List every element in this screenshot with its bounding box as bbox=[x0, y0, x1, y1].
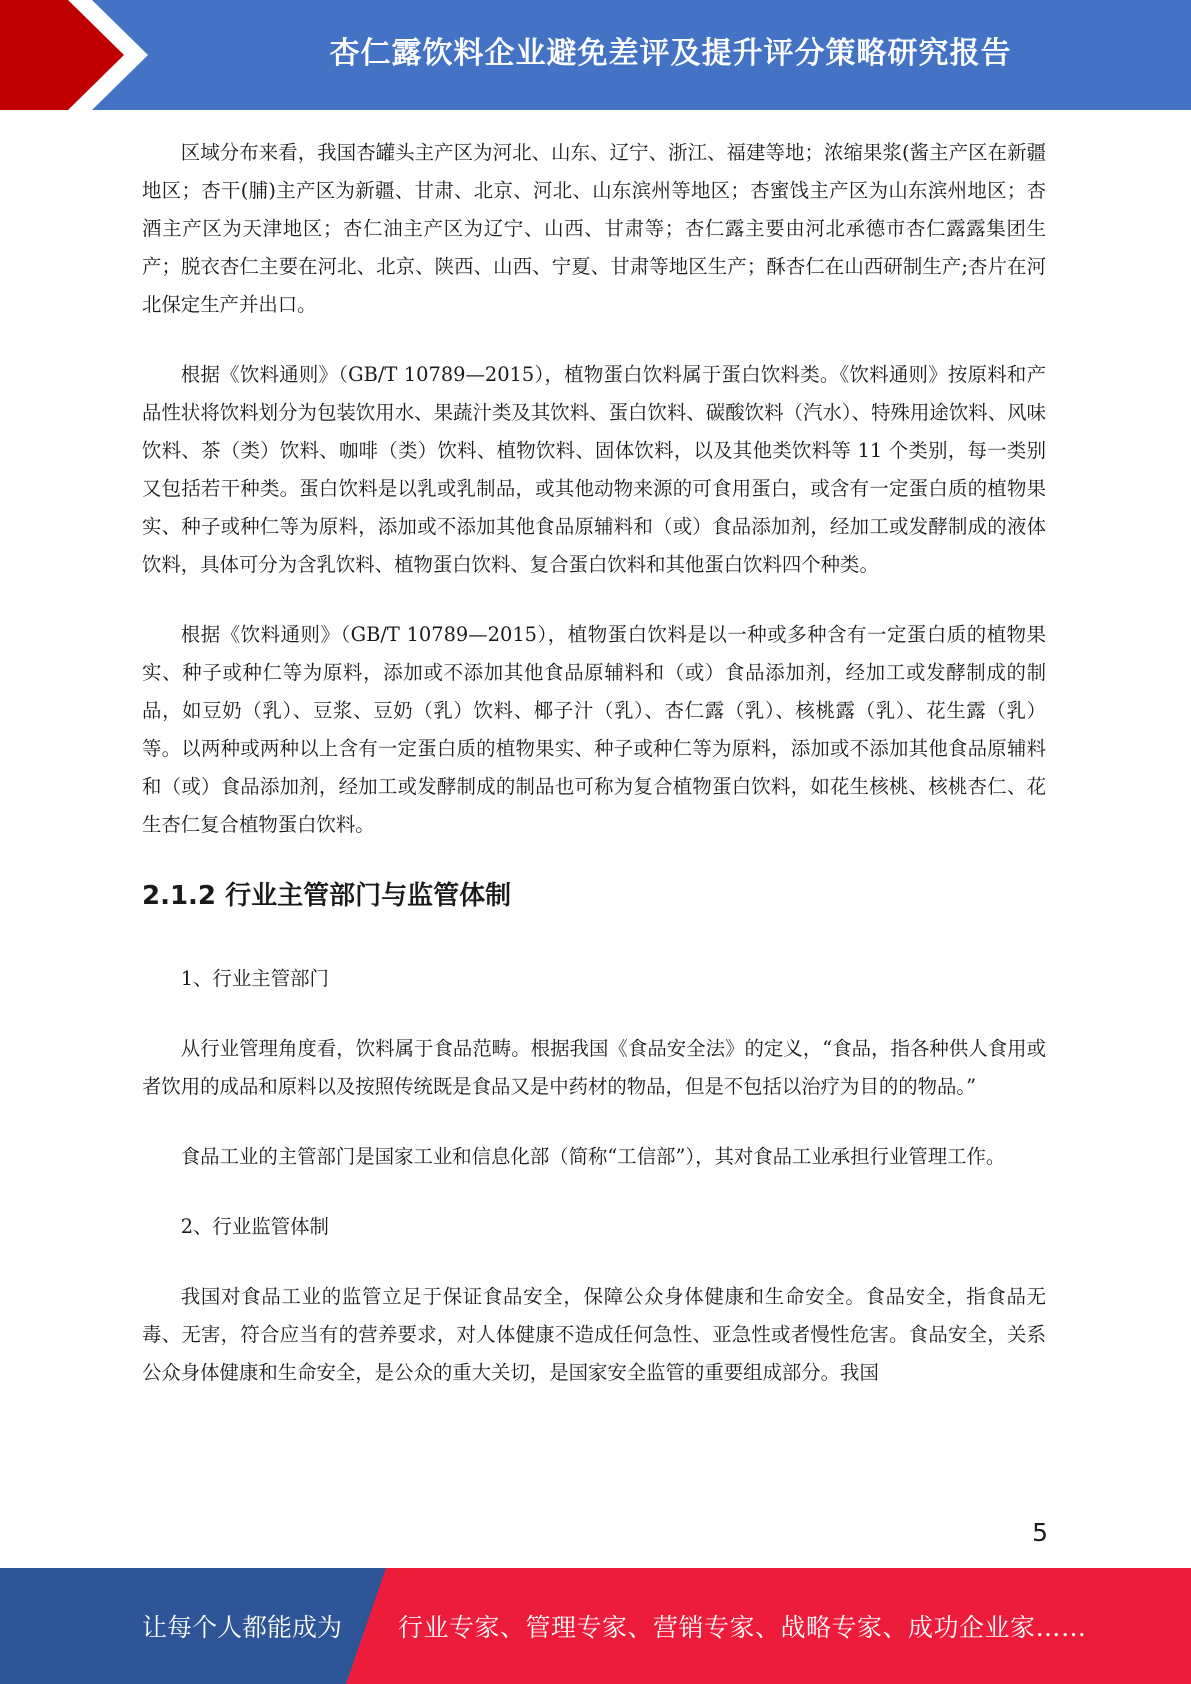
page-footer bbox=[0, 1568, 1191, 1684]
report-title: 杏仁露饮料企业避免差评及提升评分策略研究报告 bbox=[329, 36, 1012, 71]
section-heading: 2.1.2 行业主管部门与监管体制 bbox=[142, 881, 512, 911]
subheading-supervision: 2、行业监管体制 bbox=[180, 1215, 329, 1238]
header-arrow-decoration bbox=[0, 0, 160, 110]
paragraph-miit: 食品工业的主管部门是国家工业和信息化部（简称“工信部”），其对食品工业承担行业管理工作。 bbox=[180, 1145, 1006, 1168]
page-content bbox=[142, 134, 1046, 1424]
footer-slogan-right: 行业专家、管理专家、营销专家、战略专家、成功企业家…… bbox=[398, 1613, 1087, 1642]
paragraph-food-definition: 从行业管理角度看，饮料属于食品范畴。根据我国《食品安全法》的定义，“食品，指各种供人食用或者饮用的成品和原料以及按照传统既是食品又是中药材的物品，但是不包括以治疗为目的的物品。” bbox=[142, 1037, 1046, 1098]
footer-slogan-left: 让每个人都能成为 bbox=[142, 1613, 343, 1642]
paragraph-beverage-classification: 根据《饮料通则》（GB/T 10789—2015），植物蛋白饮料属于蛋白饮料类。《饮料通则》按原料和产品性状将饮料划分为包装饮用水、果蔬汁类及其饮料、蛋白饮料、碳酸饮料（汽水）、特殊用途饮料、风味饮料、茶（类）饮料、咖啡（类）饮料、植物饮料、固体饮料，以及其他类饮料等 11 个类别，每一类别又包括若干种类。蛋白饮料是以乳或乳制品，或其他动物来源的可食用蛋白，或含有一定蛋白质的植物果实、种子或种仁等为原料，添加或不添加其他食品原辅料和（或）食品添加剂，经加工或发酵制成的液体饮料，具体可分为含乳饮料、植物蛋白饮料、复合蛋白饮料和其他蛋白饮料四个种类。 bbox=[142, 363, 1046, 576]
page-header bbox=[0, 0, 1191, 110]
paragraph-regional-distribution: 区域分布来看，我国杏罐头主产区为河北、山东、辽宁、浙江、福建等地；浓缩果浆(酱主产区在新疆地区；杏干(脯)主产区为新疆、甘肃、北京、河北、山东滨州等地区；杏蜜饯主产区为山东滨州地区；杏酒主产区为天津地区；杏仁油主产区为辽宁、山西、甘肃等；杏仁露主要由河北承德市杏仁露露集团生产；脱衣杏仁主要在河北、北京、陕西、山西、宁夏、甘肃等地区生产；酥杏仁在山西研制生产;杏片在河北保定生产并出口。 bbox=[142, 141, 1046, 316]
paragraph-food-safety: 我国对食品工业的监管立足于保证食品安全，保障公众身体健康和生命安全。食品安全，指食品无毒、无害，符合应当有的营养要求，对人体健康不造成任何急性、亚急性或者慢性危害。食品安全，关系公众身体健康和生命安全，是公众的重大关切，是国家安全监管的重要组成部分。我国 bbox=[142, 1285, 1046, 1384]
page-number: 5 bbox=[1032, 1518, 1048, 1547]
subheading-authority: 1、行业主管部门 bbox=[180, 967, 329, 990]
paragraph-plant-protein-beverage: 根据《饮料通则》（GB/T 10789—2015），植物蛋白饮料是以一种或多种含有一定蛋白质的植物果实、种子或种仁等为原料，添加或不添加其他食品原辅料和（或）食品添加剂，经加工或发酵制成的制品，如豆奶（乳）、豆浆、豆奶（乳）饮料、椰子汁（乳）、杏仁露（乳）、核桃露（乳）、花生露（乳）等。以两种或两种以上含有一定蛋白质的植物果实、种子或种仁等为原料，添加或不添加其他食品原辅料和（或）食品添加剂，经加工或发酵制成的制品也可称为复合植物蛋白饮料，如花生核桃、核桃杏仁、花生杏仁复合植物蛋白饮料。 bbox=[142, 623, 1046, 836]
